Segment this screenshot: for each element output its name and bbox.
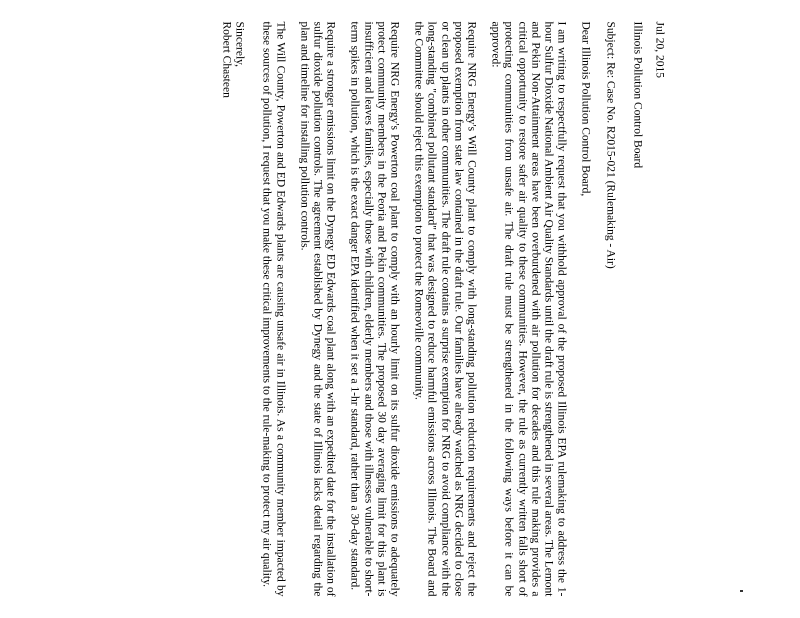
letter-paragraph-will-county: Require NRG Energy's Will County plant to comply with long-standing pollution reduction requirements and reject the proposed exemption from state law contained in the draft rule. Our families have already watched as NRG decided to close or clean up plants in other communities. The draft rule contains a surprise exemption for NRG to avoid compliance with the long-standing "combined pollutant standard" that was designed to reduce harmful emissions across Illinois. The Board and the Committee should reject this exemption to protect the Romeoville community. xyxy=(412,21,477,597)
letter-paragraph-intro: I am writing to respectfully request that you withhold approval of the proposed Illinois EPA rulemaking to address the 1-hour Sulfur Dioxide National Ambient Air Quality Standards until the draft rule is strengthened in several areas. The Lemont and Pekin Non-Attainment areas have been overburdened with air pollution for decades and this rule making provides a critical opportunity to restore safer air quality to these communities. However, the rule as currently written falls short of protecting communities from unsafe air. The draft rule must be strengthened in the following ways before it can be approved: xyxy=(489,21,568,597)
letter-signature: Robert Chasteen xyxy=(219,21,232,98)
letter-recipient: Illinois Pollution Control Board xyxy=(630,21,643,169)
letter-date: Jul 20, 2015 xyxy=(653,21,665,79)
letter-paragraph-conclusion: The Will County, Powerton and ED Edwards plants are causing unsafe air in Illinois. As a community member impacted by these sources of pollution, I request that you make these critical improvements to the rule-making to protect my air quality. xyxy=(260,21,286,597)
scan-speck xyxy=(740,590,743,592)
letter-body xyxy=(135,22,665,597)
letter-paragraph-ed-edwards: Require a stronger emissions limit on the Dynegy ED Edwards coal plant along with an expedited date for the installation of sulfur dioxide pollution controls. The agreement established by Dynegy and the state of Illinois lacks detail regarding the plan and timeline for installing pollution controls. xyxy=(297,21,337,597)
letter-salutation: Dear Illinois Pollution Control Board, xyxy=(579,21,592,197)
letter-paragraph-powerton: Require NRG Energy's Powerton coal plant to comply with an hourly limit on its sulfur dioxide emissions to adequately protect community members in the Peoria and Pekin communities. The proposed 30 day averaging limit for this plant is insufficient and leaves families, especially those with children, elderly members and those with illnesses vulnerable to short-term spikes in pollution, which is the exact danger EPA identified when it set a 1-hr standard, rather than a 30-day standard. xyxy=(348,21,400,597)
letter-closing: Sincerely, xyxy=(233,21,246,68)
letter-subject: Subject: Re: Case No. R2015-021 (Rulemaking - Air) xyxy=(603,21,616,269)
